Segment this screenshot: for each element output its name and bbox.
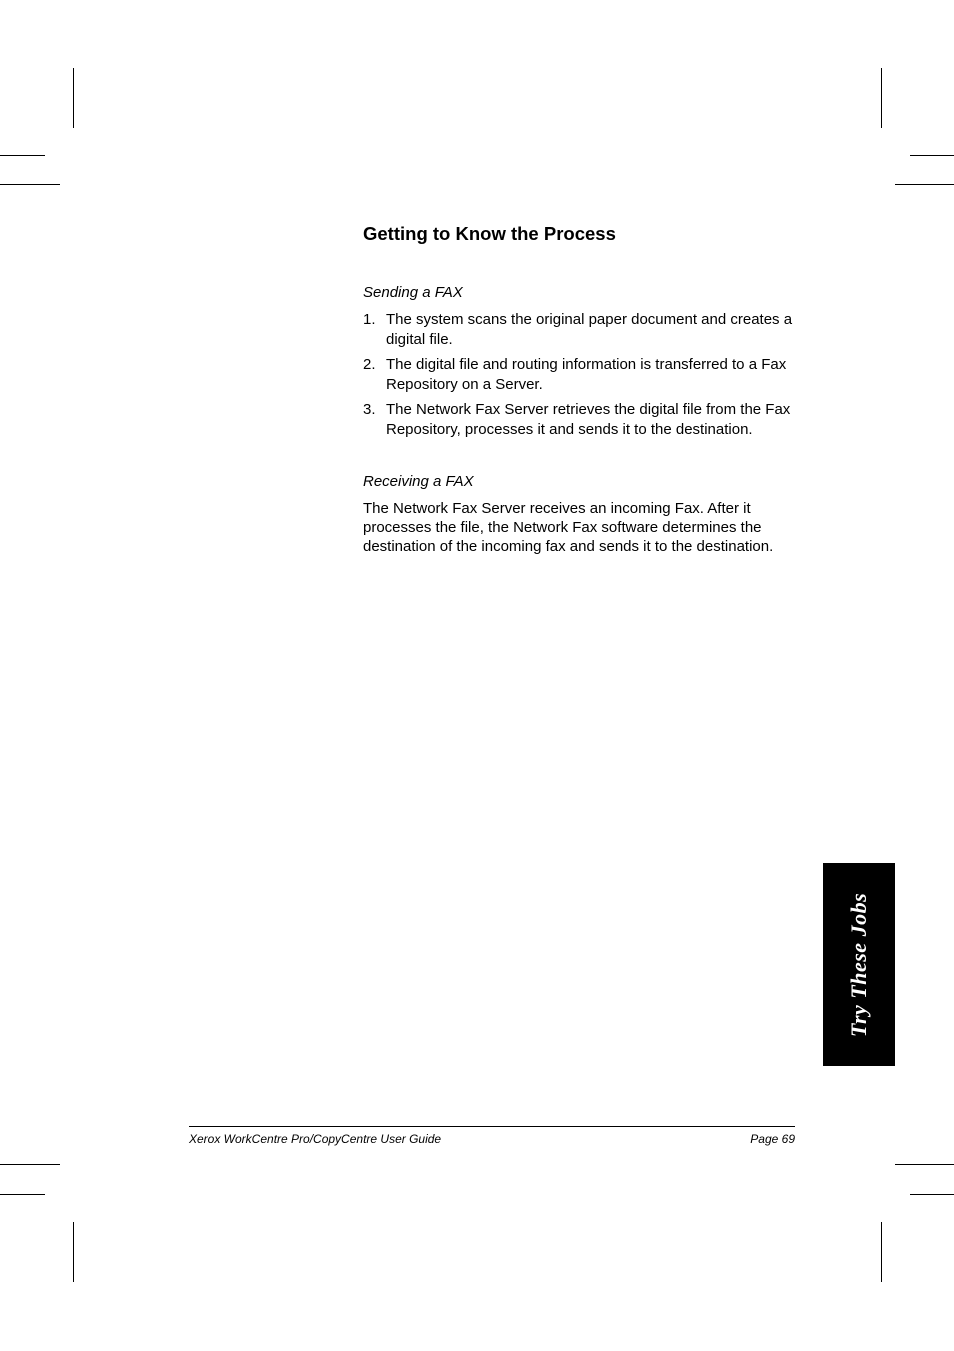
crop-mark-bottom-left-horizontal-upper — [0, 1164, 60, 1165]
crop-mark-bottom-left-horizontal-lower — [0, 1194, 45, 1195]
receiving-fax-subheading: Receiving a FAX — [363, 473, 474, 490]
step-text: The system scans the original paper document and creates a digital file. — [386, 311, 793, 348]
step-number: 2. — [363, 356, 376, 373]
footer-page-number: Page 69 — [750, 1132, 795, 1146]
list-item — [363, 355, 803, 394]
crop-mark-top-left-horizontal-lower — [0, 184, 60, 185]
crop-mark-bottom-right-vertical — [881, 1222, 882, 1282]
chapter-side-tab-label: Try These Jobs — [846, 892, 871, 1037]
step-text: The Network Fax Server retrieves the digital file from the Fax Repository, processes it and sends it to the destination. — [386, 401, 791, 438]
crop-mark-top-right-vertical — [881, 68, 882, 128]
main-content — [363, 222, 803, 556]
sending-fax-subheading: Sending a FAX — [363, 284, 463, 301]
page-footer — [189, 1131, 795, 1147]
section-heading: Getting to Know the Process — [363, 223, 616, 244]
footer-guide-title: Xerox WorkCentre Pro/CopyCentre User Guide — [189, 1132, 442, 1146]
chapter-side-tab — [823, 863, 895, 1066]
crop-mark-bottom-left-vertical — [73, 1222, 74, 1282]
list-item — [363, 310, 803, 349]
crop-mark-top-left-vertical — [73, 68, 74, 128]
crop-mark-top-right-horizontal-lower — [895, 184, 954, 185]
receiving-fax-paragraph: The Network Fax Server receives an incoming Fax. After it processes the file, the Network Fax software determines the destination of the incoming fax and sends it to the destination. — [363, 500, 774, 555]
crop-mark-top-left-horizontal-upper — [0, 155, 45, 156]
list-item — [363, 400, 803, 439]
crop-mark-bottom-right-horizontal-lower — [910, 1194, 954, 1195]
crop-mark-top-right-horizontal-upper — [910, 155, 954, 156]
footer-divider — [189, 1126, 795, 1127]
step-number: 1. — [363, 311, 376, 328]
crop-mark-bottom-right-horizontal-upper — [895, 1164, 954, 1165]
step-number: 3. — [363, 401, 376, 418]
sending-fax-steps — [363, 310, 803, 439]
step-text: The digital file and routing information is transferred to a Fax Repository on a Server. — [386, 356, 787, 393]
